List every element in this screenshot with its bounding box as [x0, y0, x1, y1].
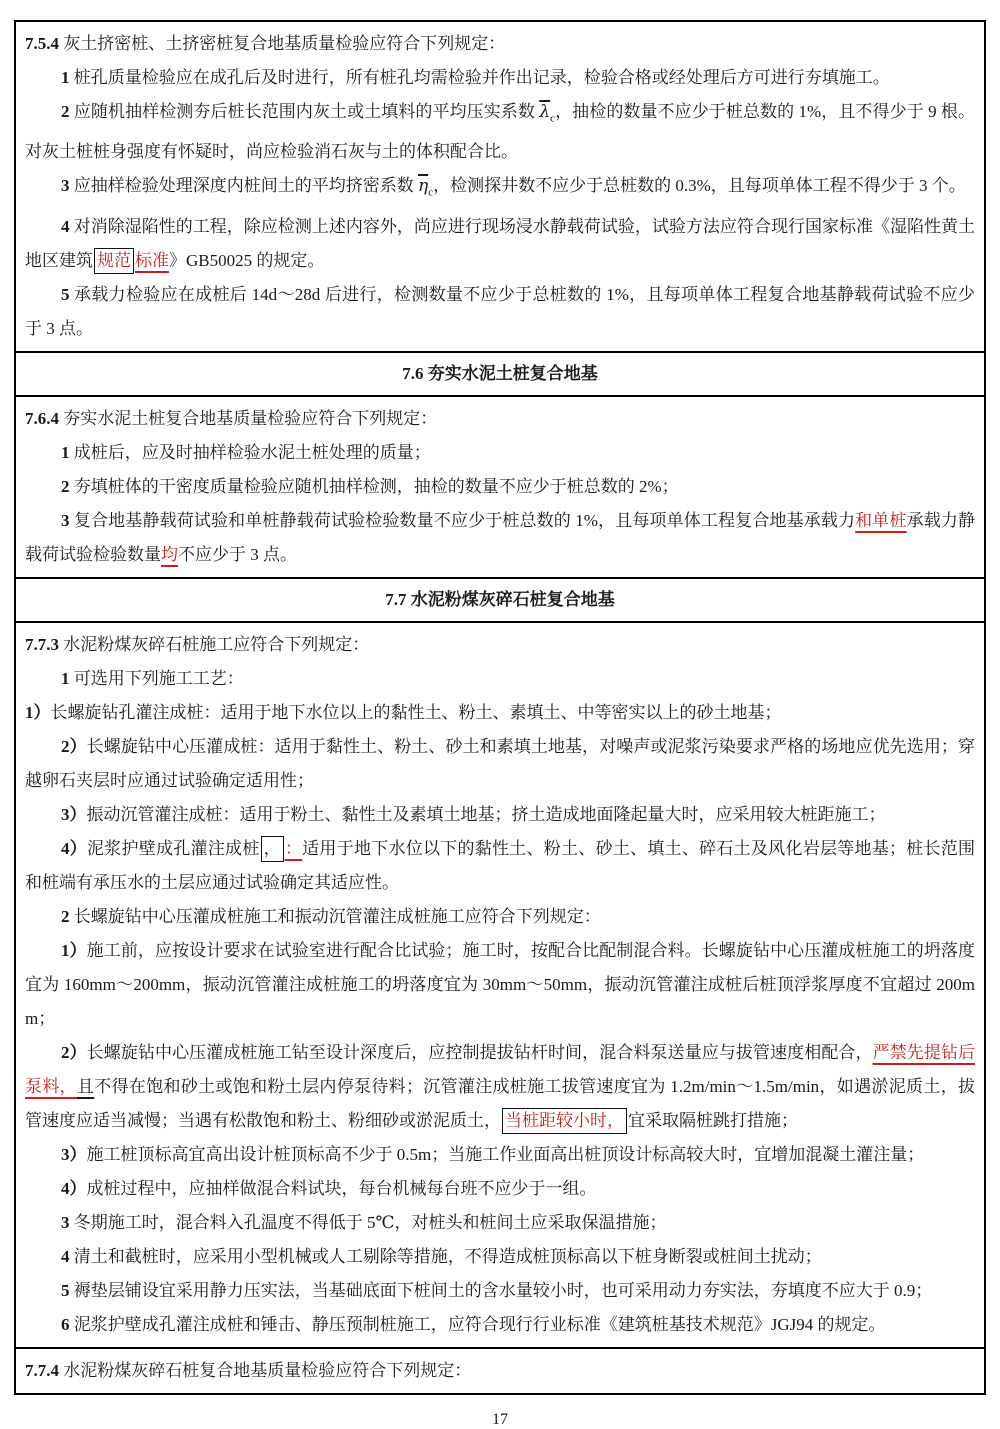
text-run: 不应少于 3 点。 — [178, 544, 297, 564]
text-run: 对消除湿陷性的工程，除应检测上述内容外，尚应进行现场浸水静载荷试验，试验方法应符合现行国家标准《湿陷性黄土地区建筑 — [25, 216, 975, 270]
section-7-7-3 — [16, 623, 984, 1349]
text-run: 4） — [61, 1178, 87, 1198]
text-run: 清土和截桩时，应采用小型机械或人工剔除等措施，不得造成桩顶标高以下桩身断裂或桩间土扰动； — [69, 1246, 822, 1266]
text-run: 成桩过程中，应抽样做混合料试块，每台机械每台班不应少于一组。 — [86, 1178, 597, 1198]
text-run: 长螺旋钻中心压灌成桩：适用于黏性土、粉土、砂土和素填土地基，对噪声或泥浆污染要求严格的场地应优先选用；穿越卵石夹层时应通过试验确定适用性； — [25, 736, 975, 790]
section-7-6-4 — [16, 397, 984, 579]
clause-title-7-7-4 — [25, 1354, 975, 1388]
text-run: 泥浆护壁成孔灌注成桩 — [87, 838, 260, 858]
text-run: 复合地基静载荷试验和单桩静载荷试验检验数量不应少于桩总数的 1%，且每项单体工程复合地基承载力 — [69, 510, 856, 530]
clause-title-7-7-3 — [25, 628, 975, 662]
text-run: 2） — [61, 1042, 87, 1062]
text-run: 水泥粉煤灰碎石桩复合地基质量检验应符合下列规定： — [59, 1360, 472, 1380]
text-run: 1 — [61, 668, 70, 688]
text-run: 4 — [61, 1246, 70, 1266]
text-run: 2 — [61, 906, 70, 926]
text-run: 》GB50025 的规定。 — [169, 250, 325, 270]
text-run: 7.7.3 — [25, 634, 59, 654]
text-run: 3） — [61, 1144, 87, 1164]
text-run: 应随机抽样检测夯后桩长范围内灰土或土填料的平均压实系数 — [69, 102, 540, 121]
clause-7-7-3-item-2-sub-4 — [25, 1172, 975, 1206]
text-run: 成桩后，应及时抽样检验水泥土桩处理的质量； — [69, 442, 431, 462]
text-run: 长螺旋钻孔灌注成桩：适用于地下水位以上的黏性土、粉土、素填土、中等密实以上的砂土地基； — [50, 702, 782, 722]
text-run: 3 — [61, 176, 70, 196]
text-run: 夯填桩体的干密度质量检验应随机抽样检测，抽检的数量不应少于桩总数的 2%； — [69, 476, 679, 496]
text-run: 长螺旋钻中心压灌成桩施工钻至设计深度后，应控制提拔钻杆时间，混合料泵送量应与拔管速度相配合， — [86, 1042, 873, 1062]
text-run: 振动沉管灌注成桩：适用于粉土、黏性土及素填土地基；挤土造成地面隆起量大时，应采用较大桩距施工； — [86, 804, 886, 824]
text-run: 长螺旋钻中心压灌成桩施工和振动沉管灌注成桩施工应符合下列规定： — [69, 906, 601, 926]
text-run: ，检测探井数不应少于总桩数的 0.3%，且每项单体工程不得少于 3 个。 — [433, 176, 966, 196]
text-run: 1） — [25, 702, 51, 722]
markup-ru: 标准 — [135, 250, 169, 270]
clause-7-5-4-item-4 — [25, 210, 975, 278]
section-7-7-heading: 7.7 水泥粉煤灰碎石桩复合地基 — [385, 589, 615, 609]
clause-title-7-5-4 — [25, 27, 975, 61]
clause-7-7-3-item-1-sub-2 — [25, 730, 975, 798]
clause-7-7-3-item-2-sub-3 — [25, 1138, 975, 1172]
markup-bu: 且 — [76, 1076, 95, 1096]
clause-7-7-3-item-2-sub-2 — [25, 1036, 975, 1138]
text-run: 6 — [61, 1314, 70, 1334]
clause-7-6-4-item-1 — [25, 436, 975, 470]
text-run: 适用于地下水位以下的黏性土、粉土、砂土、填土、碎石土及风化岩层等地基；桩长范围和桩端有承压水的土层应通过试验确定其适应性。 — [25, 838, 976, 892]
text-run: 施工桩顶标高宜高出设计桩顶标高不少于 0.5m；当施工作业面高出桩顶设计标高较大时，宜增加混凝土灌注量； — [86, 1144, 925, 1164]
text-run: 7.6.4 — [25, 408, 59, 428]
text-run: 1 — [61, 442, 70, 462]
text-run: 褥垫层铺设宜采用静力压实法，当基础底面下桩间土的含水量较小时，也可采用动力夯实法，夯填度不应大于 0.9； — [69, 1280, 933, 1300]
text-run: 承载力静载荷试验检验数量 — [25, 510, 976, 564]
text-run: 灰土挤密桩、土挤密桩复合地基质量检验应符合下列规定： — [59, 34, 506, 53]
markup-box: ， — [261, 836, 284, 862]
section-7-7-4 — [16, 1349, 984, 1393]
text-run: 2 — [61, 102, 70, 121]
text-run: 5 — [61, 1280, 70, 1300]
text-run: 桩孔质量检验应在成孔后及时进行，所有桩孔均需检验并作出记录，检验合格或经处理后方可进行夯填施工。 — [69, 68, 890, 87]
text-run: 水泥粉煤灰碎石桩施工应符合下列规定： — [59, 634, 370, 654]
text-run: 应抽样检验处理深度内桩间土的平均挤密系数 — [69, 176, 418, 196]
section-header-7-6 — [16, 353, 984, 397]
clause-7-7-3-item-2-sub-1 — [25, 934, 975, 1036]
text-run: 2） — [61, 736, 87, 756]
clause-7-7-3-item-4 — [25, 1240, 975, 1274]
markup-ol: $\overline{\eta}_c$ — [418, 176, 434, 199]
clause-7-7-3-item-3 — [25, 1206, 975, 1240]
markup-ru: 严禁先提钻后泵料， — [25, 1042, 976, 1096]
markup-ru: 均 — [161, 544, 178, 564]
clause-7-7-3-item-2 — [25, 900, 975, 934]
clause-7-5-4-item-1 — [25, 61, 975, 95]
section-7-5-4 — [16, 22, 984, 353]
markup-ru: ： — [284, 838, 303, 858]
clause-7-5-4-item-5 — [25, 278, 975, 346]
text-run: 4 — [61, 216, 70, 236]
text-run: 5 — [61, 284, 70, 304]
clause-7-6-4-item-3 — [25, 504, 975, 572]
text-run: 3） — [61, 804, 87, 824]
clause-7-7-3-item-6 — [25, 1308, 975, 1342]
text-run: 宜采取隔桩跳打措施； — [628, 1110, 798, 1130]
text-run: 施工前，应按设计要求在试验室进行配合比试验；施工时，按配合比配制混合料。长螺旋钻中心压灌成桩施工的坍落度宜为 160mm～200mm，振动沉管灌注成桩施工的坍落度宜为 30mm～50mm，振动沉管灌注成桩后桩顶浮浆厚度不宜超过 200mm； — [25, 940, 975, 1028]
text-run: ，抽检的数量不应少于桩总数的 1%，且不得少于 9 根。对灰土桩桩身强度有怀疑时，尚应检验消石灰与土的体积配合比。 — [25, 102, 975, 162]
markup-ru: 和单桩 — [855, 510, 907, 530]
page-number: 17 — [492, 1410, 508, 1428]
section-header-7-7 — [16, 579, 984, 623]
text-run: 7.5.4 — [25, 34, 59, 53]
text-run: 冬期施工时，混合料入孔温度不得低于 5℃，对桩头和桩间土应采取保温措施； — [69, 1212, 667, 1232]
clause-7-7-3-item-1 — [25, 662, 975, 696]
clause-7-7-3-item-1-sub-4 — [25, 832, 975, 900]
clause-7-6-4-item-2 — [25, 470, 975, 504]
text-run: 夯实水泥土桩复合地基质量检验应符合下列规定： — [59, 408, 438, 428]
text-run: 1 — [61, 68, 70, 87]
markup-ol: $\overline{\lambda}_c$ — [539, 102, 555, 125]
clause-7-7-3-item-5 — [25, 1274, 975, 1308]
clause-7-5-4-item-3 — [25, 169, 975, 209]
text-run: 可选用下列施工工艺： — [69, 668, 244, 688]
text-run: 承载力检验应在成桩后 14d～28d 后进行，检测数量不应少于总桩数的 1%，且每项单体工程复合地基静载荷试验不应少于 3 点。 — [25, 284, 975, 338]
markup-rbox: 规范 — [94, 248, 134, 274]
text-run: 3 — [61, 1212, 70, 1232]
clause-7-5-4-item-2 — [25, 95, 975, 169]
clauses-table — [14, 20, 986, 1395]
markup-rbox: 当桩距较小时， — [502, 1108, 627, 1134]
text-run: 不得在饱和砂土或饱和粉土层内停泵待料；沉管灌注成桩施工拔管速度宜为 1.2m/min～1.5m/min，如遇淤泥质土，拔管速度应适当减慢；当遇有松散饱和粉土、粉细砂或淤泥质土， — [25, 1076, 976, 1130]
clause-7-7-3-item-1-sub-3 — [25, 798, 975, 832]
clause-title-7-6-4 — [25, 402, 975, 436]
text-run: 3 — [61, 510, 70, 530]
text-run: 7.7.4 — [25, 1360, 59, 1380]
clause-7-7-3-item-1-sub-1 — [25, 696, 975, 730]
section-7-6-heading: 7.6 夯实水泥土桩复合地基 — [402, 363, 598, 383]
text-run: 2 — [61, 476, 70, 496]
text-run: 泥浆护壁成孔灌注成桩和锤击、静压预制桩施工，应符合现行行业标准《建筑桩基技术规范》JGJ94 的规定。 — [69, 1314, 886, 1334]
text-run: 4） — [61, 838, 88, 858]
text-run: 1） — [61, 940, 87, 960]
